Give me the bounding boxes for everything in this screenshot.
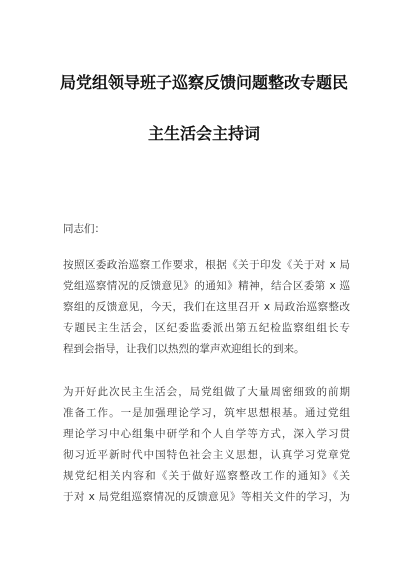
paragraph-2-line: 于对 x 局党组巡察情况的反馈意见》等相关文件的学习，为: [63, 491, 350, 503]
paragraph-2-line: 规党纪相关内容和《关于做好巡察整改工作的通知》《关: [63, 470, 350, 482]
paragraph-2-line: 理论学习中心组集中研学和个人自学等方式，深入学习贯: [63, 428, 350, 440]
paragraph-1-line: 党组巡察情况的反馈意见》的通知》精神，结合区委第 x 巡: [63, 280, 350, 292]
paragraph-1: [63, 255, 350, 360]
document-title-line-1: 局党组领导班子巡察反馈问题整改专题民: [59, 73, 348, 92]
paragraph-1-line: 按照区委政治巡察工作要求，根据《关于印发《关于对 x 局: [63, 259, 350, 271]
paragraph-2-line: 为开好此次民主生活会，局党组做了大量周密细致的前期: [63, 386, 350, 398]
paragraph-1-line: 专题民主生活会，区纪委监委派出第五纪检监察组组长专: [63, 322, 350, 334]
paragraph-2: [63, 382, 350, 508]
paragraph-2-line: 彻习近平新时代中国特色社会主义思想，认真学习党章党: [63, 449, 350, 461]
paragraph-1-line: 察组的反馈意见，今天，我们在这里召开 x 局政治巡察整改: [63, 301, 350, 313]
paragraph-1-line: 程到会指导，让我们以热烈的掌声欢迎组长的到来。: [63, 343, 305, 355]
paragraph-2-line: 准备工作。一是加强理论学习，筑牢思想根基。通过党组: [63, 407, 350, 419]
greeting: 同志们：: [63, 223, 105, 235]
document-title-line-2: 主生活会主持词: [147, 124, 260, 143]
